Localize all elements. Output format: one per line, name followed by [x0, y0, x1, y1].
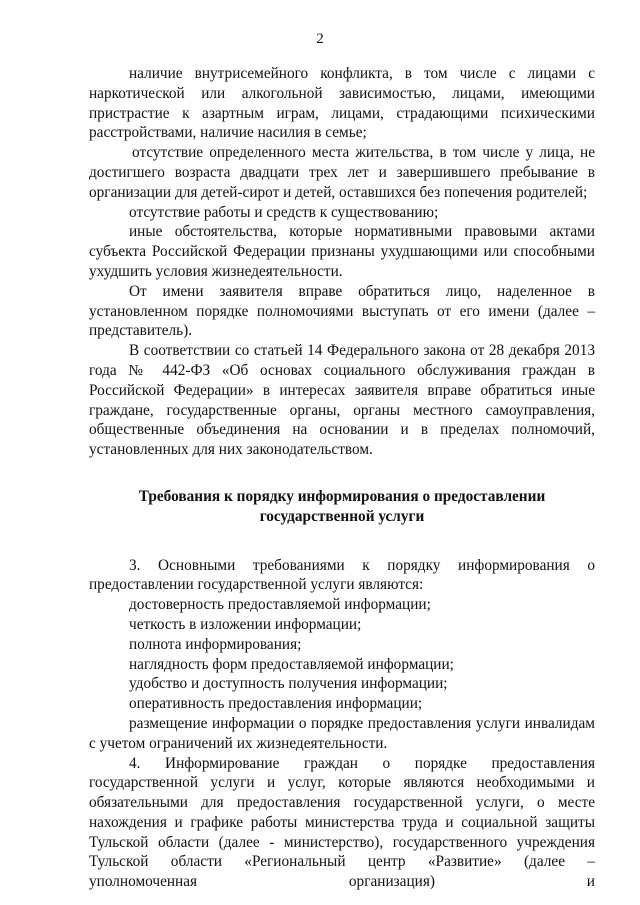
document-body: [89, 64, 595, 892]
paragraph-informing-citizens: 4. Информирование граждан о порядке предоставления государственной услуги и услуг, которые являются необходимыми и обязательными для предоставления государственной услуги, о месте нахождения и графике работы министерства труда и социальной защиты Тульской области (далее - министерство), государственного учреждения Тульской области «Региональный центр «Развитие» (далее – уполномоченная организация) и: [89, 754, 595, 891]
list-item-accessibility: удобство и доступность получения информации;: [129, 675, 448, 693]
paragraph-no-residence: отсутствие определенного места жительства, в том числе у лица, не достигшего возраста двадцати трех лет и завершившего пребывание в организации для детей-сирот и детей, оставшихся без попечения родителей;: [89, 144, 595, 201]
list-item-completeness: полнота информирования;: [129, 635, 302, 653]
paragraph-family-conflict: наличие внутрисемейного конфликта, в том числе с лицами с наркотической или алкогольной зависимостью, лицами, имеющими пристрастие к азартным играм, лицами, страдающими психическими расстройствами, наличие насилия в семье;: [89, 65, 595, 142]
list-item-clarity: четкость в изложении информации;: [129, 615, 362, 633]
section-heading: [89, 487, 595, 527]
list-item-disability-info: размещение информации о порядке предоставления услуги инвалидам с учетом ограничений их жизнедеятельности.: [89, 714, 595, 752]
section-heading-line-1: Требования к порядку информирования о предоставлении: [138, 487, 546, 505]
section-heading-line-2: государственной услуги: [259, 507, 425, 525]
list-item-reliability: достоверность предоставляемой информации;: [129, 596, 431, 614]
paragraph-representative: От имени заявителя вправе обратиться лицо, наделенное в установленном порядке полномочиями выступать от его имени (далее – представитель).: [89, 282, 595, 340]
page-number: 2: [316, 31, 324, 47]
paragraph-federal-law: В соответствии со статьей 14 Федерального закона от 28 декабря 2013 года № 442-ФЗ «Об основах социального обслуживания граждан в Российской Федерации» в интересах заявителя вправе обратиться иные граждане, государственные органы, органы местного самоуправления, общественные объединения на основании и в пределах полномочий, установленных для них законодательством.: [89, 342, 595, 459]
list-item-promptness: оперативность предоставления информации;: [129, 695, 423, 713]
list-item-visual-forms: наглядность форм предоставляемой информации;: [129, 655, 454, 673]
paragraph-other-circumstances: иные обстоятельства, которые нормативными правовыми актами субъекта Российской Федерации признаны ухудшающими или способными ухудшить условия жизнедеятельности.: [89, 223, 595, 280]
paragraph-no-work: отсутствие работы и средств к существованию;: [129, 203, 439, 221]
paragraph-requirements-intro: 3. Основными требованиями к порядку информирования о предоставлении государственной услуги являются:: [89, 556, 595, 594]
